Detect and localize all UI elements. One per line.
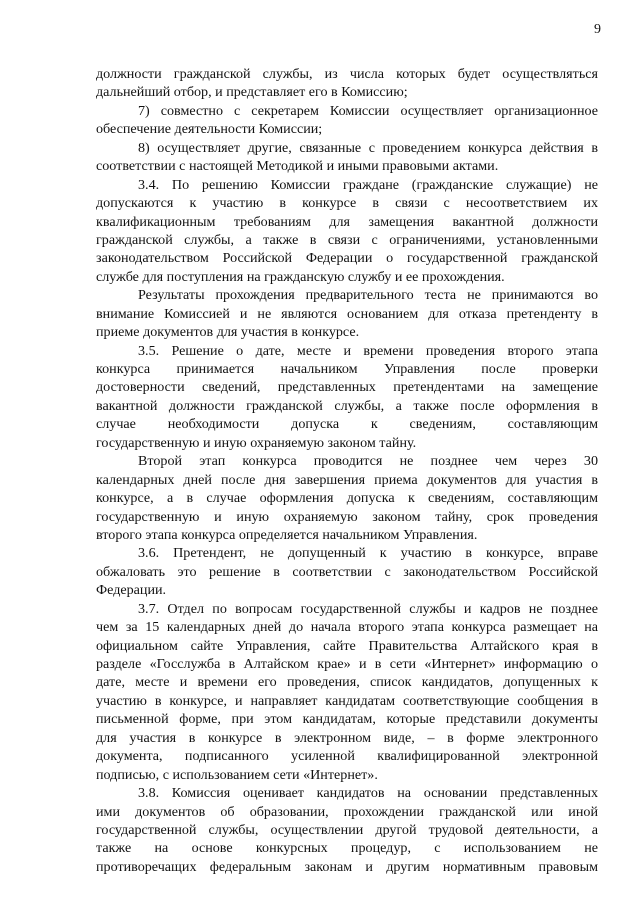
- text-line: 3.4. По решению Комиссии граждане (гражданские служащие) не: [138, 176, 598, 193]
- text-line: письменной форме, при этом кандидатам, которые представили документы: [96, 711, 598, 728]
- text-line: конкурсе, а в случае оформления допуска к сведениям, составляющим: [96, 490, 598, 507]
- text-line: государственную и иную охраняемую законом тайну, срок проведения: [96, 508, 598, 525]
- text-line: для участия в конкурсе в электронном виде, – в форме электронного: [96, 729, 598, 746]
- text-line: 8) осуществляет другие, связанные с проведением конкурса действия в: [138, 139, 598, 156]
- text-line: законодательством Российской Федерации о государственной гражданской: [96, 250, 598, 267]
- text-line: должности гражданской службы, из числа которых будет осуществляться: [96, 66, 598, 82]
- text-line: второго этапа конкурса определяется начальником Управления.: [96, 526, 478, 543]
- text-line: гражданской службы, а также в связи с ограничениями, установленными: [96, 231, 598, 248]
- text-line: дальнейший отбор, и представляет его в Комиссию;: [96, 84, 408, 101]
- text-line: календарных дней после дня завершения приема документов для участия в: [96, 471, 598, 488]
- text-line: службе для поступления на гражданскую службу и ее прохождения.: [96, 268, 505, 285]
- text-line: конкурса принимается начальником Управления после проверки: [96, 361, 598, 377]
- text-line: случае необходимости допуска к сведениям, составляющим: [96, 416, 598, 433]
- page-number: 9: [594, 22, 601, 37]
- text-line: внимание Комиссией и не являются основанием для отказа претенденту в: [96, 305, 598, 322]
- text-line: подписью, с использованием сети «Интернет».: [96, 766, 378, 783]
- text-line: Результаты прохождения предварительного теста не принимаются во: [138, 287, 598, 304]
- text-line: допускаются к участию в конкурсе в связи с несоответствием их: [96, 195, 598, 212]
- text-line: 7) совместно с секретарем Комиссии осуществляет организационное: [138, 102, 598, 119]
- text-line: противоречащих федеральным законам и другим нормативным правовым: [96, 858, 598, 875]
- text-line: достоверности сведений, представленных претендентами на замещение: [96, 379, 598, 396]
- text-line: документа, подписанного усиленной квалифицированной электронной: [96, 748, 598, 765]
- text-line: Федерации.: [96, 582, 167, 599]
- text-line: официальном сайте Управления, сайте Правительства Алтайского края в: [96, 637, 598, 654]
- text-line: квалификационным требованиям для замещения вакантной должности: [96, 213, 598, 230]
- text-line: разделе «Госслужба в Алтайском крае» и в сети «Интернет» информацию о: [96, 656, 598, 672]
- text-line: соответствии с настоящей Методикой и иными правовыми актами.: [96, 158, 499, 175]
- text-line: Второй этап конкурса проводится не позднее чем через 30: [138, 453, 598, 470]
- text-line: приеме документов для участия в конкурсе.: [96, 324, 360, 341]
- text-line: дате, месте и времени его проведения, список кандидатов, допущенных к: [96, 674, 598, 691]
- text-line: государственной службы, осуществлении другой трудовой деятельности, а: [96, 821, 598, 838]
- text-line: ими документов об образовании, прохождении гражданской или иной: [96, 803, 598, 820]
- text-line: 3.5. Решение о дате, месте и времени проведения второго этапа: [138, 342, 598, 359]
- text-line: государственную и иную охраняемую законом тайну.: [96, 434, 417, 451]
- text-line: участию в конкурсе, и направляет кандидатам соответствующие сообщения в: [96, 692, 598, 709]
- text-line: обжаловать это решение в соответствии с законодательством Российской: [96, 563, 598, 580]
- text-line: 3.6. Претендент, не допущенный к участию в конкурсе, вправе: [138, 545, 598, 562]
- text-line: чем за 15 календарных дней до начала второго этапа конкурса размещает на: [96, 619, 598, 636]
- text-line: вакантной должности гражданской службы, а также после оформления в: [96, 397, 598, 414]
- text-line: обеспечение деятельности Комиссии;: [96, 121, 323, 138]
- text-line: 3.7. Отдел по вопросам государственной службы и кадров не позднее: [138, 600, 598, 617]
- text-line: также на основе конкурсных процедур, с использованием не: [96, 840, 598, 857]
- text-line: 3.8. Комиссия оценивает кандидатов на основании представленных: [138, 785, 598, 802]
- document-body: [96, 65, 598, 876]
